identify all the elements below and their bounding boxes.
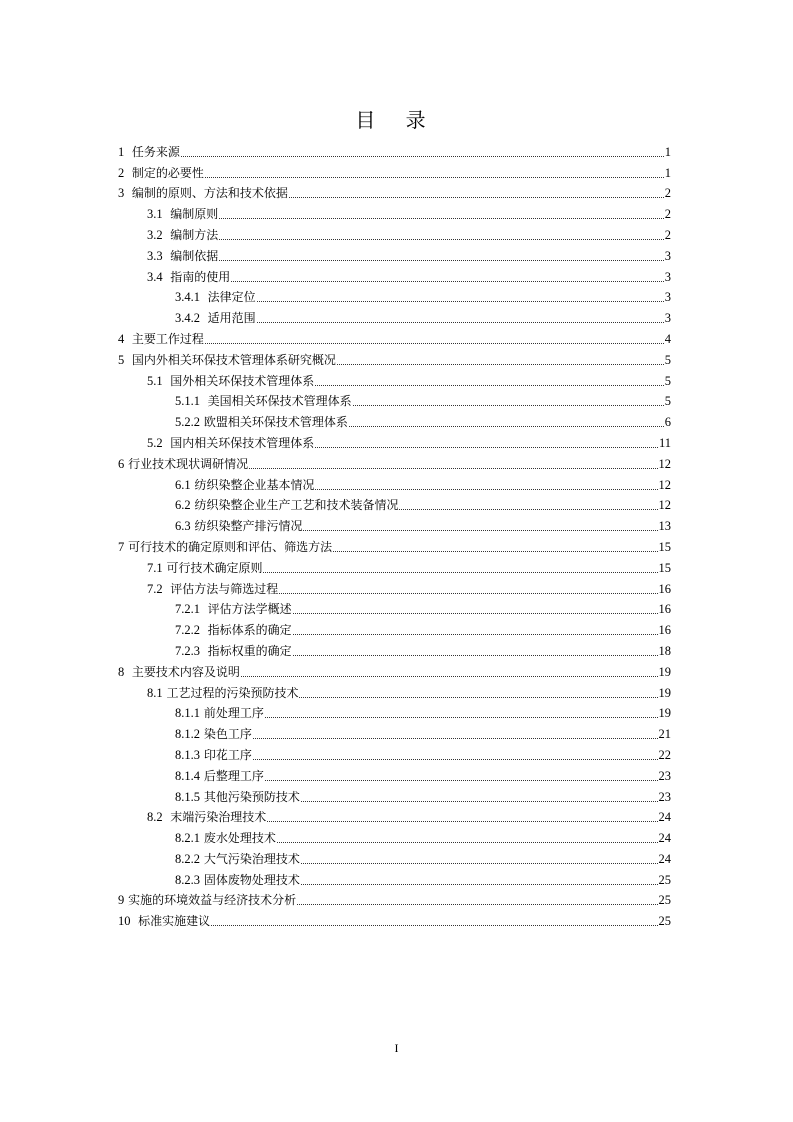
toc-entry[interactable] <box>118 493 671 514</box>
toc-entry-separator <box>163 206 171 222</box>
toc-entry-title: 标准实施建议 <box>138 914 211 929</box>
toc-entry[interactable] <box>118 430 671 451</box>
toc-entry[interactable] <box>118 701 671 722</box>
toc-entry-title: 任务来源 <box>131 144 180 159</box>
toc-entry-title: 编制原则 <box>170 207 219 222</box>
toc-entry-title: 染色工序 <box>203 727 252 742</box>
toc-entry-title: 主要技术内容及说明 <box>131 664 240 679</box>
toc-entry-page: 15 <box>658 560 671 575</box>
toc-entry-number: 7.2 <box>147 581 163 596</box>
toc-dot-leader <box>253 759 658 760</box>
toc-entry-number: 5.2 <box>147 435 163 450</box>
toc-entry-title: 评估方法学概述 <box>207 602 292 617</box>
toc-entry[interactable] <box>118 305 671 326</box>
toc-entry-title: 纺织染整企业生产工艺和技术装备情况 <box>194 498 399 513</box>
toc-dot-leader <box>211 925 657 926</box>
toc-dot-leader <box>219 218 663 219</box>
toc-entry-separator <box>200 393 208 409</box>
toc-entry-title: 可行技术的确定原则和评估、筛选方法 <box>128 539 333 554</box>
toc-entry-page: 12 <box>658 498 671 513</box>
toc-entry[interactable] <box>118 160 671 181</box>
toc-entry-page: 3 <box>664 248 671 263</box>
toc-entry-page: 18 <box>658 643 671 658</box>
toc-entry-number: 8.1.3 <box>175 747 200 762</box>
toc-entry-number: 7.1 <box>147 560 163 575</box>
toc-dot-leader <box>205 343 664 344</box>
page-title: 目 录 <box>355 108 438 132</box>
toc-entry-number: 3.4.1 <box>175 290 200 305</box>
toc-entry-page: 21 <box>658 727 671 742</box>
toc-entry-number: 8.1 <box>147 685 163 700</box>
toc-entry-separator <box>124 185 132 201</box>
toc-entry-number: 7.2.1 <box>175 602 200 617</box>
toc-entry[interactable] <box>118 680 671 701</box>
toc-entry-page: 3 <box>664 269 671 284</box>
toc-entry[interactable] <box>118 742 671 763</box>
toc-entry-number: 8.2 <box>147 810 163 825</box>
toc-entry-title: 大气污染治理技术 <box>203 851 300 866</box>
toc-entry-number: 10 <box>118 914 131 929</box>
toc-dot-leader <box>301 801 658 802</box>
toc-entry-number: 3.4 <box>147 269 163 284</box>
toc-entry[interactable] <box>118 285 671 306</box>
toc-entry-separator <box>163 227 171 243</box>
toc-entry-number: 6.1 <box>175 477 191 492</box>
toc-entry-title: 工艺过程的污染预防技术 <box>166 685 299 700</box>
toc-entry-number: 6.2 <box>175 498 191 513</box>
toc-dot-leader <box>289 197 664 198</box>
toc-entry-title: 编制的原则、方法和技术依据 <box>131 186 288 201</box>
toc-dot-leader <box>315 385 663 386</box>
toc-entry-number: 3.2 <box>147 227 163 242</box>
toc-entry-title: 固体废物处理技术 <box>203 872 300 887</box>
toc-entry-page: 24 <box>658 851 671 866</box>
toc-entry-number: 8.2.1 <box>175 831 200 846</box>
toc-dot-leader <box>277 842 658 843</box>
toc-entry-number: 7.2.3 <box>175 643 200 658</box>
toc-dot-leader <box>249 468 657 469</box>
toc-entry[interactable] <box>118 638 671 659</box>
toc-entry[interactable] <box>118 846 671 867</box>
toc-entry[interactable] <box>118 513 671 534</box>
toc-entry-page: 13 <box>658 519 671 534</box>
toc-entry[interactable] <box>118 409 671 430</box>
toc-entry-separator <box>200 289 208 305</box>
toc-entry[interactable] <box>118 825 671 846</box>
toc-entry[interactable] <box>118 347 671 368</box>
toc-entry-number: 3.1 <box>147 207 163 222</box>
toc-dot-leader <box>279 593 657 594</box>
toc-entry-page: 19 <box>658 706 671 721</box>
toc-entry-separator <box>124 165 132 181</box>
toc-entry-number: 1 <box>118 144 125 159</box>
toc-dot-leader <box>263 572 657 573</box>
toc-entry[interactable] <box>118 908 671 929</box>
toc-entry-separator <box>200 601 208 617</box>
toc-entry-separator <box>124 664 132 680</box>
toc-entry-separator <box>200 622 208 638</box>
toc-entry[interactable] <box>118 721 671 742</box>
toc-dot-leader <box>301 884 658 885</box>
toc-entry-title: 实施的环境效益与经济技术分析 <box>128 893 297 908</box>
toc-entry-title: 行业技术现状调研情况 <box>128 456 249 471</box>
toc-entry-title: 欧盟相关环保技术管理体系 <box>203 415 348 430</box>
toc-entry-page: 2 <box>664 186 671 201</box>
toc-entry[interactable] <box>118 201 671 222</box>
toc-entry-number: 5.1 <box>147 373 163 388</box>
toc-dot-leader <box>353 405 664 406</box>
toc-entry-page: 23 <box>658 789 671 804</box>
toc-entry[interactable] <box>118 451 671 472</box>
toc-entry-separator <box>124 352 132 368</box>
toc-entry-title: 评估方法与筛选过程 <box>170 581 279 596</box>
toc-dot-leader <box>297 904 657 905</box>
toc-dot-leader <box>205 177 664 178</box>
toc-entry-page: 5 <box>664 373 671 388</box>
toc-entry[interactable] <box>118 784 671 805</box>
toc-entry-number: 8.2.3 <box>175 872 200 887</box>
toc-dot-leader <box>219 260 663 261</box>
toc-entry-number: 8 <box>118 664 125 679</box>
toc-entry-number: 8.2.2 <box>175 851 200 866</box>
toc-entry[interactable] <box>118 617 671 638</box>
toc-entry-title: 后整理工序 <box>203 768 264 783</box>
toc-entry[interactable] <box>118 888 671 909</box>
toc-entry-separator <box>124 331 132 347</box>
table-of-contents <box>118 139 671 929</box>
toc-dot-leader <box>301 863 658 864</box>
toc-entry[interactable] <box>118 534 671 555</box>
toc-entry-title: 前处理工序 <box>203 706 264 721</box>
toc-dot-leader <box>219 239 663 240</box>
toc-entry[interactable] <box>118 264 671 285</box>
toc-dot-leader <box>399 509 657 510</box>
toc-entry-page: 3 <box>664 290 671 305</box>
toc-entry-separator <box>163 248 171 264</box>
toc-entry-title: 法律定位 <box>207 290 256 305</box>
toc-dot-leader <box>315 489 657 490</box>
toc-entry-page: 25 <box>658 893 671 908</box>
toc-entry-separator <box>163 809 171 825</box>
toc-dot-leader <box>337 364 664 365</box>
toc-entry-title: 其他污染预防技术 <box>203 789 300 804</box>
toc-entry[interactable] <box>118 222 671 243</box>
toc-entry-page: 5 <box>664 394 671 409</box>
toc-entry-number: 8.1.5 <box>175 789 200 804</box>
toc-entry[interactable] <box>118 139 671 160</box>
toc-entry[interactable] <box>118 805 671 826</box>
toc-entry[interactable] <box>118 389 671 410</box>
toc-entry-separator <box>200 643 208 659</box>
toc-entry-page: 19 <box>658 664 671 679</box>
toc-entry-number: 9 <box>118 893 125 908</box>
toc-entry-number: 2 <box>118 165 125 180</box>
toc-entry-page: 25 <box>658 914 671 929</box>
toc-entry-page: 16 <box>658 602 671 617</box>
toc-entry-page: 1 <box>664 165 671 180</box>
toc-entry-separator <box>163 269 171 285</box>
toc-dot-leader <box>299 697 657 698</box>
toc-entry-title: 废水处理技术 <box>203 831 276 846</box>
toc-dot-leader <box>181 156 664 157</box>
toc-dot-leader <box>265 717 658 718</box>
toc-entry[interactable] <box>118 368 671 389</box>
toc-entry-separator <box>124 144 132 160</box>
toc-dot-leader <box>333 551 657 552</box>
toc-dot-leader <box>231 281 663 282</box>
toc-entry-title: 国外相关环保技术管理体系 <box>170 373 315 388</box>
toc-entry-title: 国内相关环保技术管理体系 <box>170 435 315 450</box>
toc-entry[interactable] <box>118 867 671 888</box>
toc-entry-page: 12 <box>658 456 671 471</box>
toc-entry-number: 5 <box>118 352 125 367</box>
toc-entry[interactable] <box>118 326 671 347</box>
toc-entry-page: 23 <box>658 768 671 783</box>
toc-entry[interactable] <box>118 576 671 597</box>
toc-dot-leader <box>253 738 658 739</box>
toc-entry-number: 7.2.2 <box>175 623 200 638</box>
toc-entry-title: 末端污染治理技术 <box>170 810 267 825</box>
toc-dot-leader <box>257 322 664 323</box>
toc-dot-leader <box>293 634 658 635</box>
toc-dot-leader <box>265 780 658 781</box>
toc-entry-page: 19 <box>658 685 671 700</box>
toc-entry-page: 1 <box>664 144 671 159</box>
toc-entry-number: 3.4.2 <box>175 311 200 326</box>
toc-dot-leader <box>267 821 657 822</box>
toc-entry-separator <box>163 581 171 597</box>
toc-entry[interactable] <box>118 763 671 784</box>
toc-entry-title: 制定的必要性 <box>131 165 204 180</box>
toc-entry-separator <box>131 913 139 929</box>
toc-entry-title: 指标体系的确定 <box>207 623 292 638</box>
toc-entry-number: 8.1.2 <box>175 727 200 742</box>
toc-dot-leader <box>257 301 664 302</box>
toc-entry-page: 4 <box>664 331 671 346</box>
toc-dot-leader <box>293 655 658 656</box>
toc-entry-number: 3 <box>118 186 125 201</box>
toc-entry-page: 11 <box>658 435 671 450</box>
toc-entry[interactable] <box>118 597 671 618</box>
toc-entry-page: 16 <box>658 581 671 596</box>
toc-entry-page: 2 <box>664 227 671 242</box>
toc-dot-leader <box>303 530 657 531</box>
toc-entry-number: 4 <box>118 331 125 346</box>
toc-entry-page: 25 <box>658 872 671 887</box>
toc-entry-title: 美国相关环保技术管理体系 <box>207 394 352 409</box>
toc-entry-page: 24 <box>658 831 671 846</box>
toc-entry-separator <box>163 435 171 451</box>
toc-entry[interactable] <box>118 555 671 576</box>
toc-dot-leader <box>241 676 658 677</box>
toc-entry-page: 16 <box>658 623 671 638</box>
toc-entry-title: 国内外相关环保技术管理体系研究概况 <box>131 352 336 367</box>
toc-entry-title: 编制方法 <box>170 227 219 242</box>
toc-entry-page: 5 <box>664 352 671 367</box>
toc-entry[interactable] <box>118 243 671 264</box>
toc-entry[interactable] <box>118 181 671 202</box>
toc-entry-number: 6.3 <box>175 519 191 534</box>
toc-entry[interactable] <box>118 659 671 680</box>
toc-entry-title: 指南的使用 <box>170 269 231 284</box>
toc-entry-number: 8.1.4 <box>175 768 200 783</box>
toc-entry-number: 5.2.2 <box>175 415 200 430</box>
toc-entry-page: 24 <box>658 810 671 825</box>
toc-entry-title: 主要工作过程 <box>131 331 204 346</box>
toc-entry-number: 6 <box>118 456 125 471</box>
toc-entry-separator <box>163 373 171 389</box>
toc-entry-title: 可行技术确定原则 <box>166 560 263 575</box>
toc-dot-leader <box>293 613 658 614</box>
toc-dot-leader <box>349 426 664 427</box>
toc-entry-page: 3 <box>664 311 671 326</box>
toc-entry-page: 2 <box>664 207 671 222</box>
toc-entry-title: 指标权重的确定 <box>207 643 292 658</box>
toc-entry-title: 纺织染整产排污情况 <box>194 519 303 534</box>
toc-entry-separator <box>200 310 208 326</box>
toc-entry-title: 纺织染整企业基本情况 <box>194 477 315 492</box>
page-number: I <box>394 1041 399 1055</box>
toc-entry-page: 15 <box>658 539 671 554</box>
toc-entry[interactable] <box>118 472 671 493</box>
toc-entry-number: 3.3 <box>147 248 163 263</box>
toc-entry-page: 12 <box>658 477 671 492</box>
toc-dot-leader <box>315 447 658 448</box>
toc-entry-title: 编制依据 <box>170 248 219 263</box>
toc-entry-title: 印花工序 <box>203 747 252 762</box>
toc-entry-number: 8.1.1 <box>175 706 200 721</box>
toc-entry-number: 5.1.1 <box>175 394 200 409</box>
toc-entry-page: 22 <box>658 747 671 762</box>
toc-entry-page: 6 <box>664 415 671 430</box>
toc-entry-title: 适用范围 <box>207 311 256 326</box>
toc-entry-number: 7 <box>118 539 125 554</box>
